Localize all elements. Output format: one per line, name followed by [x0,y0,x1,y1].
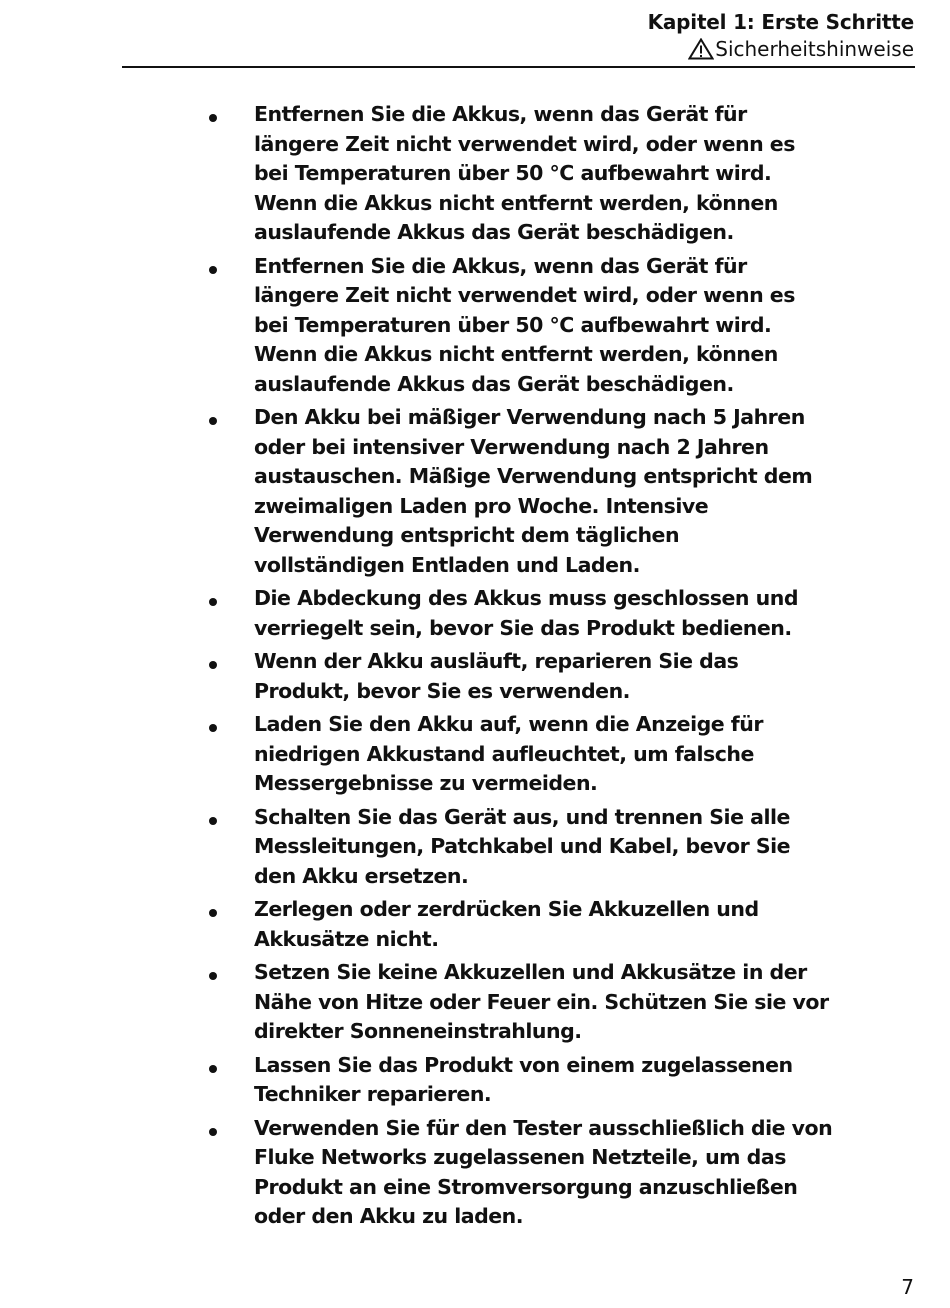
bullet-dot-icon [209,417,217,425]
bullet-item [205,1051,835,1110]
bullet-dot-icon [209,598,217,606]
bullet-text: Wenn der Akku ausläuft, reparieren Sie das Produkt, bevor Sie es verwenden. [254,649,739,703]
bullet-text: Zerlegen oder zerdrücken Sie Akkuzellen und Akkusätze nicht. [254,897,759,951]
header-rule [122,66,915,68]
bullet-item [205,252,835,400]
bullet-dot-icon [209,1128,217,1136]
bullet-dot-icon [209,661,217,669]
bullet-item [205,584,835,643]
bullet-item [205,1114,835,1232]
bullet-text: Entfernen Sie die Akkus, wenn das Gerät für längere Zeit nicht verwendet wird, oder wenn es bei Temperaturen über 50 °C aufbewahrt wird. Wenn die Akkus nicht entfernt werden, können auslaufende Akkus das Gerät beschädigen. [254,253,795,396]
bullet-text: Den Akku bei mäßiger Verwendung nach 5 Jahren oder bei intensiver Verwendung nach 2 Jahren austauschen. Mäßige Verwendung entspricht dem zweimaligen Laden pro Woche. Intensive Verwendung entspricht dem täglichen vollständigen Entladen und Laden. [254,405,813,577]
bullet-dot-icon [209,909,217,917]
bullet-dot-icon [209,972,217,980]
bullet-text: Entfernen Sie die Akkus, wenn das Gerät für längere Zeit nicht verwendet wird, oder wenn es bei Temperaturen über 50 °C aufbewahrt wird. Wenn die Akkus nicht entfernt werden, können auslaufende Akkus das Gerät beschädigen. [254,102,795,244]
bullet-text: Lassen Sie das Produkt von einem zugelassenen Techniker reparieren. [254,1052,793,1106]
bullet-text: Laden Sie den Akku auf, wenn die Anzeige für niedrigen Akkustand aufleuchtet, um falsche Messergebnisse zu vermeiden. [254,712,763,795]
bullet-item [205,958,835,1047]
chapter-title: Kapitel 1: Erste Schritte [647,10,914,34]
section-title-row [648,36,914,62]
page-header [648,8,914,62]
bullet-dot-icon [209,724,217,732]
bullet-dot-icon [209,817,217,825]
warning-triangle-icon [688,38,714,60]
bullet-item [205,647,835,706]
safety-list-container [205,100,835,1236]
bullet-dot-icon [209,1065,217,1073]
bullet-text: Verwenden Sie für den Tester ausschließlich die von Fluke Networks zugelassenen Netzteile, um das Produkt an eine Stromversorgung anzuschließen oder den Akku zu laden. [254,1115,833,1228]
bullet-item [205,803,835,892]
bullet-item [205,710,835,799]
bullet-dot-icon [209,114,217,122]
safety-bullet-list [205,100,835,1232]
bullet-text: Setzen Sie keine Akkuzellen und Akkusätze in der Nähe von Hitze oder Feuer ein. Schützen Sie sie vor direkter Sonneneinstrahlung. [254,960,829,1043]
bullet-item [205,403,835,580]
bullet-text: Die Abdeckung des Akkus muss geschlossen und verriegelt sein, bevor Sie das Produkt bedienen. [254,586,799,640]
bullet-item [205,100,835,248]
bullet-item [205,895,835,954]
bullet-dot-icon [209,266,217,274]
bullet-text: Schalten Sie das Gerät aus, und trennen Sie alle Messleitungen, Patchkabel und Kabel, bevor Sie den Akku ersetzen. [254,804,791,888]
page-number: 7 [901,1275,914,1299]
section-title: Sicherheitshinweise [715,37,914,61]
